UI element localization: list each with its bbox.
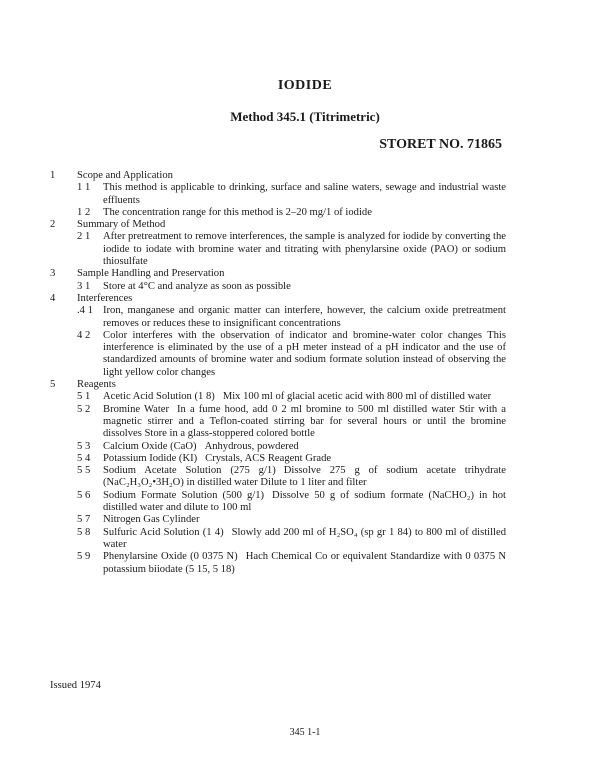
subsection-body: Store at 4°C and analyze as soon as possible — [103, 280, 291, 292]
subsection-number: 5 9 — [77, 551, 91, 563]
subsection — [77, 404, 506, 441]
subsection-number: 2 1 — [77, 231, 91, 243]
subsection-text — [103, 281, 506, 293]
section-number: 4 — [50, 292, 56, 304]
section-title: Interferences — [77, 292, 133, 304]
reagent-name: Calcium Oxide (CaO) — [103, 440, 197, 452]
subsection-text — [103, 453, 506, 465]
subsection-number: 1 1 — [77, 182, 91, 194]
subsection-body: Dissolve 275 g of sodium acetate trihydrate (NaC₂H₃O₂•3H₂O) in distilled water Dilute to 1 liter and filter — [103, 465, 506, 489]
reagent-name: Sodium Acetate Solution (275 g/1) — [103, 465, 276, 477]
subsection — [77, 231, 506, 268]
section-number: 5 — [50, 379, 56, 391]
reagent-name: Sodium Formate Solution (500 g/1) — [103, 489, 265, 501]
subsection — [77, 207, 506, 219]
document-body — [50, 170, 506, 576]
section-heading — [50, 293, 506, 305]
reagent-name: Sulfuric Acid Solution (1 4) — [103, 526, 224, 538]
reagent-name: Nitrogen Gas Cylinder — [103, 514, 200, 526]
issued-date: Issued 1974 — [50, 680, 101, 691]
section-heading — [50, 170, 506, 182]
subsection-number: 5 3 — [77, 440, 91, 452]
subsection — [77, 281, 506, 293]
subsection-text — [103, 551, 506, 576]
section-title: Scope and Application — [77, 170, 173, 181]
subsection-text — [103, 182, 506, 207]
reagent-name: Bromine Water — [103, 403, 170, 415]
subsection-number: 5 7 — [77, 514, 91, 526]
subsection — [77, 490, 506, 515]
reagent-name: Acetic Acid Solution (1 8) — [103, 391, 215, 403]
subsection-text — [103, 207, 506, 219]
page-number: 345 1-1 — [289, 727, 321, 738]
subsection-text — [103, 231, 506, 268]
subsection — [77, 551, 506, 576]
subsection-text — [103, 527, 506, 552]
subsection-body: Dissolve 50 g of sodium formate (NaCHO₂) in hot distilled water and dilute to 100 ml — [103, 489, 506, 514]
subsection-body: Iron, manganese and organic matter can interfere, however, the calcium oxide pretreatment removes or reduces these to insignificant concentrations — [103, 305, 506, 329]
subsection-body: In a fume hood, add 0 2 ml bromine to 500 ml distilled water Stir with a magnetic stirrer and a Teflon-coated stirring bar for several hours or until the bromine dissolves Store in a glass-stoppered colored bottle — [103, 403, 506, 440]
section-number: 1 — [50, 170, 56, 181]
subsection-number: 5 5 — [77, 465, 91, 477]
subsection-number: 1 2 — [77, 206, 91, 218]
subsection — [77, 441, 506, 453]
subsection-body: Hach Chemical Co or equivalent Standardize with 0 0375 N potassium biiodate (5 15, 5 18) — [103, 551, 506, 575]
subsection-text — [103, 330, 506, 379]
section-heading — [50, 379, 506, 391]
subsection-body: This method is applicable to drinking, surface and saline waters, sewage and industrial waste effluents — [103, 182, 506, 206]
document-title: IODIDE — [277, 78, 333, 93]
subsection-body: After pretreatment to remove interferences, the sample is analyzed for iodide by converting the iodide to iodate with bromine water and titrating with phenylarsine oxide (PAO) or sodium thiosulfate — [103, 231, 506, 268]
section-number: 2 — [50, 219, 56, 231]
subsection-body: Mix 100 ml of glacial acetic acid with 800 ml of distilled water — [222, 391, 492, 403]
subsection-body: Slowly add 200 ml of H₂SO₄ (sp gr 1 84) to 800 ml of distilled water — [103, 526, 506, 550]
subsection — [77, 453, 506, 465]
subsection — [77, 305, 506, 330]
subsection-number: 5 2 — [77, 403, 91, 415]
storet-number: STORET NO. 71865 — [379, 137, 502, 152]
subsection — [77, 465, 506, 490]
section-heading — [50, 268, 506, 280]
subsection — [77, 391, 506, 403]
subsection-number: 5 4 — [77, 452, 91, 464]
subsection-number: 3 1 — [77, 280, 91, 292]
subsection-number: 5 8 — [77, 526, 91, 538]
subsection-text — [103, 514, 506, 526]
subsection-number: 5 1 — [77, 391, 91, 403]
subsection-body: The concentration range for this method is 2–20 mg/1 of iodide — [103, 206, 372, 218]
subsection-number: .4 1 — [77, 305, 93, 317]
subsection-text — [103, 490, 506, 515]
subsection-body: Anhydrous, powdered — [204, 440, 299, 452]
method-title: Method 345.1 (Titrimetric) — [230, 109, 380, 124]
section-number: 3 — [50, 268, 56, 280]
subsection-text — [103, 465, 506, 490]
reagent-name: Potassium Iodide (KI) — [103, 452, 198, 464]
subsection-text — [103, 404, 506, 441]
section-title: Summary of Method — [77, 219, 166, 231]
subsection — [77, 330, 506, 379]
reagent-name: Phenylarsine Oxide (0 0375 N) — [103, 551, 238, 563]
subsection-body: Color interferes with the observation of indicator and bromine-water color changes This interference is eliminated by the use of a pH meter instead of a pH indicator and the use of standardized amounts of bromine water and sodium formate solution instead of observing the light yellow color changes — [103, 329, 506, 378]
subsection-body: Crystals, ACS Reagent Grade — [205, 452, 332, 464]
section-heading — [50, 219, 506, 231]
subsection — [77, 182, 506, 207]
section-title: Sample Handling and Preservation — [77, 268, 225, 280]
subsection — [77, 514, 506, 526]
subsection-number: 4 2 — [77, 329, 91, 341]
subsection-text — [103, 391, 506, 403]
subsection — [77, 527, 506, 552]
subsection-text — [103, 305, 506, 330]
section-title: Reagents — [77, 379, 116, 391]
subsection-number: 5 6 — [77, 489, 91, 501]
subsection-text — [103, 441, 506, 453]
